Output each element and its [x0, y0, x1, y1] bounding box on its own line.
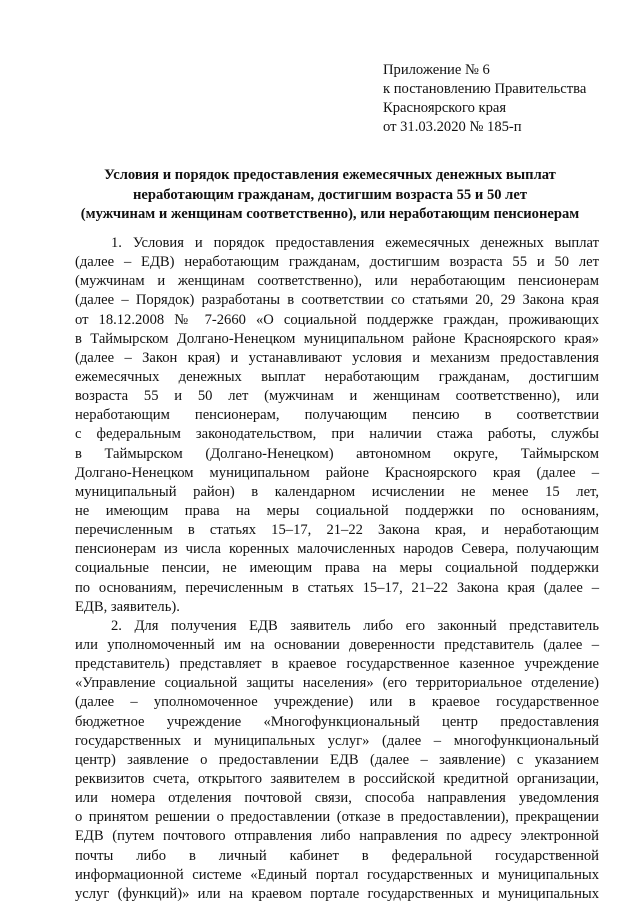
appendix-region: Красноярского края — [383, 100, 507, 116]
paragraph-line: информационной системе «Единый портал государственных и муниципальных — [75, 866, 599, 883]
paragraph-line: (далее – Закон края) и устанавливают условия и механизм предоставления — [75, 349, 599, 366]
title-line: неработающим гражданам, достигшим возраста 55 и 50 лет — [132, 186, 528, 203]
document-title — [60, 166, 600, 225]
paragraph-line: или номера отделения почтовой связи, способа направления уведомления — [75, 790, 599, 807]
paragraph-line: почты либо в личный кабинет в федеральной государственной — [75, 847, 599, 864]
paragraph-line: государственных и муниципальных услуг» (далее – многофункциональный — [75, 732, 599, 749]
paragraph-line: в Таймырском (Долгано-Ненецком) автономном округе, Таймырском — [75, 445, 599, 462]
paragraph-line: муниципальный район) в календарном исчислении не менее 15 лет, — [75, 483, 599, 500]
paragraph-line: ежемесячных денежных выплат неработающим гражданам, достигшим — [75, 368, 599, 385]
document-body — [75, 234, 599, 904]
paragraph-line: с федеральным законодательством, при наличии стажа работы, службы — [75, 426, 599, 443]
paragraph-line: 1. Условия и порядок предоставления ежемесячных денежных выплат — [111, 235, 599, 251]
paragraph-line: ЕДВ (путем почтового отправления либо направления по адресу электронной — [75, 828, 599, 845]
appendix-resolution: к постановлению Правительства — [383, 81, 587, 97]
paragraph-1 — [75, 234, 599, 617]
paragraph-line: по основаниям, перечисленным в статьях 15–17, 21–22 Закона края (далее – — [75, 579, 599, 596]
paragraph-line: представитель) представляет в краевое государственное казенное учреждение — [75, 656, 599, 673]
appendix-date: от 31.03.2020 № 185-п — [383, 119, 522, 135]
paragraph-line: услуг (функций)» или на краевом портале государственных и муниципальных — [75, 885, 599, 902]
appendix-number: Приложение № 6 — [383, 62, 490, 78]
paragraph-line: реквизитов счета, открытого заявителем в российской кредитной организации, — [75, 770, 599, 787]
paragraph-line: ЕДВ, заявитель). — [75, 598, 180, 615]
paragraph-line: (далее – Порядок) разработаны в соответствии со статьями 20, 29 Закона края — [75, 292, 599, 309]
paragraph-line: социальные пенсии, не имеющим права на меры социальной поддержки — [75, 560, 599, 577]
paragraph-line: бюджетное учреждение «Многофункциональный центр предоставления — [75, 713, 599, 730]
paragraph-line: в Таймырском Долгано-Ненецком муниципальном районе Красноярского края» — [75, 330, 599, 347]
paragraph-line: центр) заявление о предоставлении ЕДВ (далее – заявление) с указанием — [75, 751, 599, 768]
paragraph-line: «Управление социальной защиты населения» (его территориальное отделение) — [75, 675, 599, 692]
appendix-header — [383, 61, 586, 137]
paragraph-line: Долгано-Ненецком муниципальном районе Красноярского края (далее – — [75, 464, 599, 481]
paragraph-line: или уполномоченный им на основании доверенности представитель (далее – — [75, 636, 599, 653]
paragraph-line: от 18.12.2008 № 7-2660 «О социальной поддержке граждан, проживающих — [75, 311, 599, 328]
paragraph-line: (далее – уполномоченное учреждение) или в краевое государственное — [75, 694, 599, 711]
paragraph-line: (мужчинам и женщинам соответственно), или неработающим пенсионерам — [75, 273, 599, 290]
paragraph-line: (далее – ЕДВ) неработающим гражданам, достигшим возраста 55 и 50 лет — [75, 254, 599, 271]
paragraph-line: перечисленным в статьях 15–17, 21–22 Закона края, и неработающим — [75, 522, 599, 539]
title-line: (мужчинам и женщинам соответственно), или неработающим пенсионерам — [80, 206, 580, 222]
title-line: Условия и порядок предоставления ежемесячных денежных выплат — [104, 167, 556, 183]
paragraph-line: возраста 55 и 50 лет (мужчинам и женщинам соответственно), или — [75, 388, 599, 405]
paragraph-line: не имеющим права на меры социальной поддержки по основаниям, — [75, 502, 599, 519]
paragraph-line: пенсионерам из числа коренных малочисленных народов Севера, получающим — [75, 541, 599, 558]
paragraph-line: о принятом решении о предоставлении (отказе в предоставлении), прекращении — [75, 809, 599, 826]
paragraph-line: неработающим пенсионерам, получающим пенсию в соответствии — [75, 407, 599, 424]
paragraph-2 — [75, 617, 599, 904]
paragraph-line: 2. Для получения ЕДВ заявитель либо его законный представитель — [111, 617, 599, 634]
